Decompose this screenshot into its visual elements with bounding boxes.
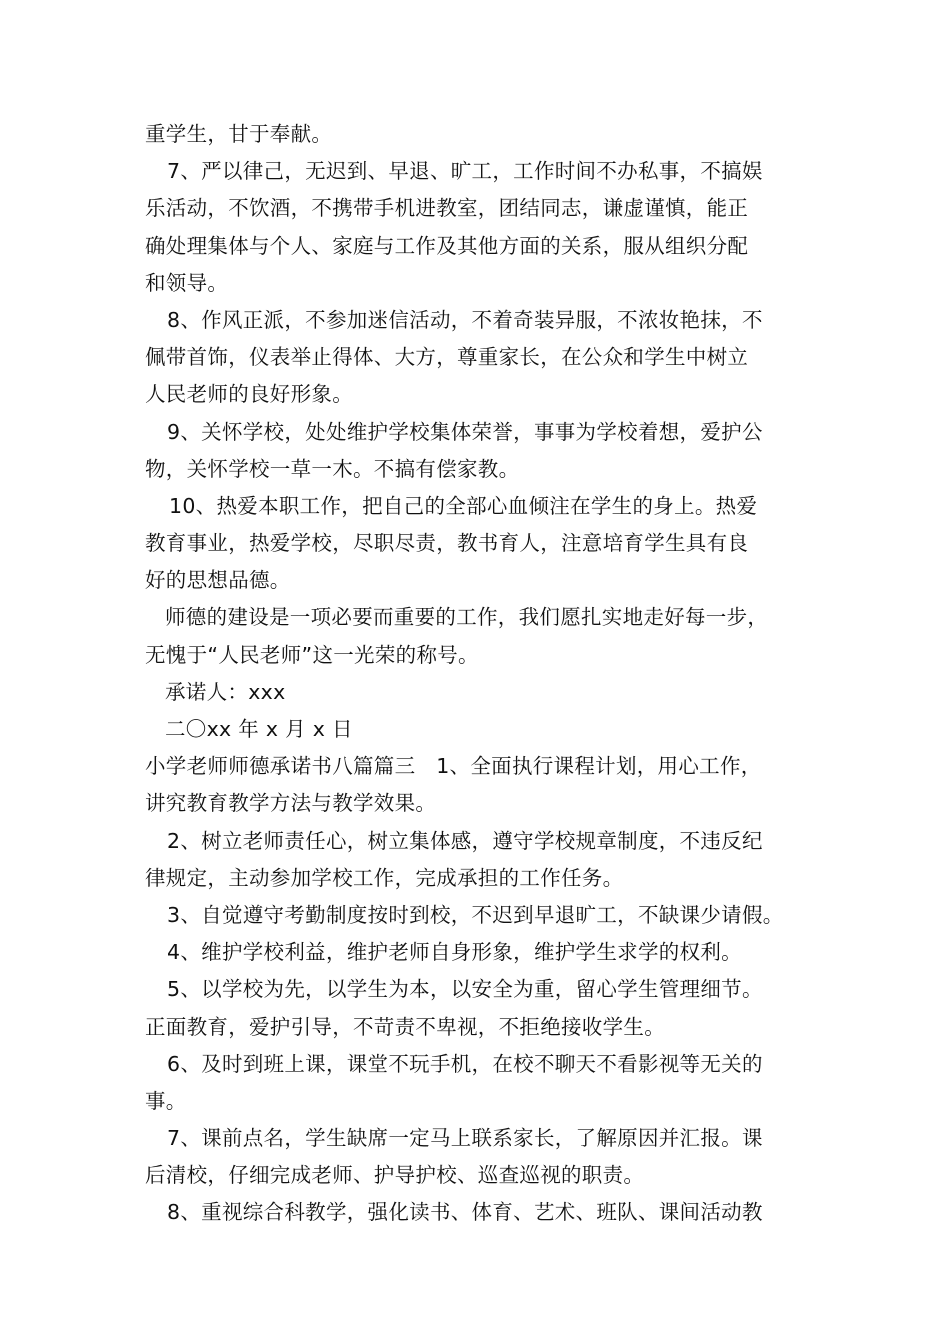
document-body bbox=[145, 116, 825, 1232]
text-line: 律规定，主动参加学校工作，完成承担的工作任务。 bbox=[145, 865, 624, 890]
text-line: 乐活动，不饮酒，不携带手机进教室，团结同志，谦虚谨慎，能正 bbox=[145, 196, 749, 221]
text-line: 3、自觉遵守考勤制度按时到校，不迟到早退旷工，不缺课少请假。 bbox=[167, 902, 784, 927]
text-line: 物，关怀学校一草一木。不搞有偿家教。 bbox=[145, 456, 520, 481]
text-line: 二〇xx 年 x 月 x 日 bbox=[165, 717, 353, 741]
text-line: 无愧于“人民老师”这一光荣的称号。 bbox=[145, 642, 479, 667]
text-line: 确处理集体与个人、家庭与工作及其他方面的关系，服从组织分配 bbox=[145, 233, 749, 258]
text-line: 6、及时到班上课，课堂不玩手机，在校不聊天不看影视等无关的 bbox=[167, 1051, 763, 1076]
text-line: 和领导。 bbox=[145, 270, 229, 295]
text-line: 重学生，甘于奉献。 bbox=[145, 122, 333, 146]
text-line: 后清校，仔细完成老师、护导护校、巡查巡视的职责。 bbox=[145, 1163, 645, 1188]
text-line: 师德的建设是一项必要而重要的工作，我们愿扎实地走好每一步， bbox=[165, 605, 769, 630]
text-line: 4、维护学校利益，维护老师自身形象，维护学生求学的权利。 bbox=[167, 940, 742, 965]
text-line: 7、严以律己，无迟到、早退、旷工，工作时间不办私事，不搞娱 bbox=[167, 159, 763, 184]
text-line: 9、关怀学校，处处维护学校集体荣誉，事事为学校着想，爱护公 bbox=[167, 419, 763, 444]
text-line: 人民老师的良好形象。 bbox=[145, 382, 353, 407]
text-line: 7、课前点名，学生缺席一定马上联系家长，了解原因并汇报。课 bbox=[167, 1126, 763, 1151]
text-line: 2、树立老师责任心，树立集体感，遵守学校规章制度，不违反纪 bbox=[167, 828, 763, 853]
text-line: 8、重视综合科教学，强化读书、体育、艺术、班队、课间活动教 bbox=[167, 1200, 763, 1225]
text-line: 事。 bbox=[145, 1088, 187, 1113]
text-line: 好的思想品德。 bbox=[145, 568, 291, 593]
text-line: 承诺人：xxx bbox=[165, 679, 286, 704]
text-line: 讲究教育教学方法与教学效果。 bbox=[145, 791, 437, 816]
text-line: 10、热爱本职工作，把自己的全部心血倾注在学生的身上。热爱 bbox=[169, 493, 758, 518]
text-line: 5、以学校为先，以学生为本，以安全为重，留心学生管理细节。 bbox=[167, 977, 763, 1002]
text-line: 佩带首饰，仪表举止得体、大方，尊重家长，在公众和学生中树立 bbox=[145, 345, 749, 370]
text-line: 正面教育，爱护引导，不苛责不卑视，不拒绝接收学生。 bbox=[145, 1014, 665, 1039]
text-line: 教育事业，热爱学校，尽职尽责，教书育人，注意培育学生具有良 bbox=[145, 531, 749, 556]
text-line: 8、作风正派，不参加迷信活动，不着奇装异服，不浓妆艳抹，不 bbox=[167, 307, 763, 332]
text-line: 小学老师师德承诺书八篇篇三 1、全面执行课程计划，用心工作， bbox=[145, 754, 762, 779]
